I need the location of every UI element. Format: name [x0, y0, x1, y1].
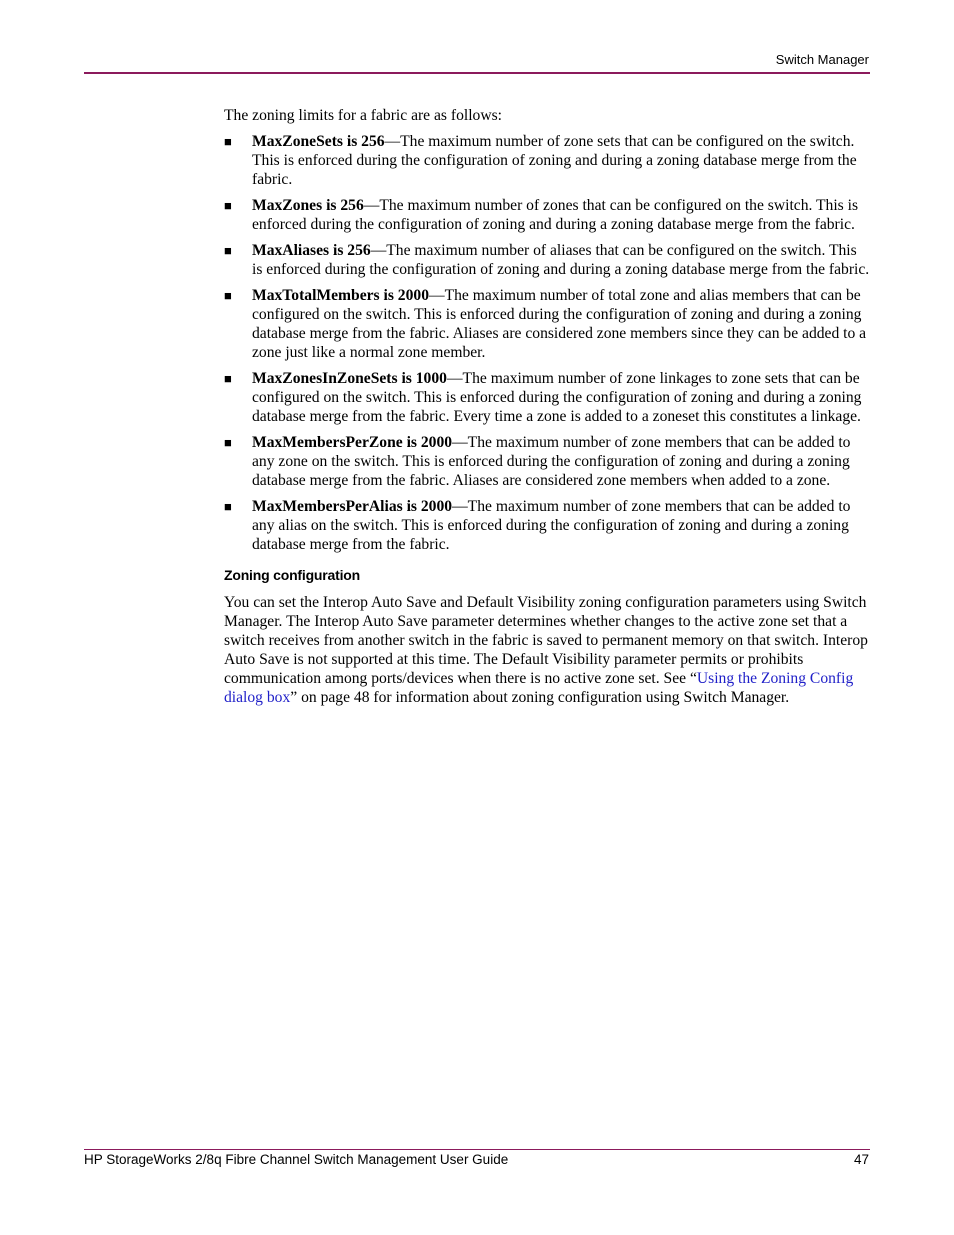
intro-paragraph: The zoning limits for a fabric are as follows:: [224, 107, 502, 124]
limit-term: MaxZoneSets is 256: [252, 133, 385, 150]
footer-rule: [84, 1149, 870, 1150]
square-bullet-icon: ■: [224, 499, 232, 514]
zoning-limits-list: [224, 132, 870, 554]
list-item: [224, 433, 870, 490]
list-item: [224, 241, 870, 279]
square-bullet-icon: ■: [224, 243, 232, 258]
limit-description: —The maximum number of zone linkages to zone sets that can be configured on the switch. This is enforced during the configuration of zoning and during a zoning database merge from the fabric. Every time a zone is added to a zoneset this constitutes a linkage.: [252, 370, 862, 425]
list-item: [224, 132, 870, 189]
square-bullet-icon: ■: [224, 371, 232, 386]
page-body: [224, 106, 870, 707]
limit-term: MaxTotalMembers is 2000: [252, 287, 429, 304]
running-header: Switch Manager: [775, 52, 869, 67]
square-bullet-icon: ■: [224, 435, 232, 450]
list-item: [224, 196, 870, 234]
limit-term: MaxMembersPerZone is 2000: [252, 434, 453, 451]
limit-description: —The maximum number of aliases that can be configured on the switch. This is enforced during the configuration of zoning and during a zoning database merge from the fabric.: [252, 242, 870, 278]
square-bullet-icon: ■: [224, 198, 232, 213]
header-rule: [84, 72, 870, 74]
limit-term: MaxZonesInZoneSets is 1000: [252, 370, 447, 387]
list-item: [224, 286, 870, 362]
limit-description: —The maximum number of zone members that can be added to any alias on the switch. This is enforced during the configuration of zoning and during a zoning database merge from the fabric.: [252, 498, 851, 553]
footer-document-title: HP StorageWorks 2/8q Fibre Channel Switch Management User Guide: [84, 1152, 509, 1167]
square-bullet-icon: ■: [224, 288, 232, 303]
zoning-config-dialog-link[interactable]: Using the Zoning Config dialog box: [224, 670, 854, 706]
limit-term: MaxAliases is 256: [252, 242, 371, 259]
limit-term: MaxMembersPerAlias is 2000: [252, 498, 453, 515]
list-item: [224, 497, 870, 554]
zoning-config-paragraph: [224, 593, 870, 707]
list-item: [224, 369, 870, 426]
limit-description: —The maximum number of zone members that can be added to any zone on the switch. This is enforced during the configuration of zoning and during a zoning database merge from the fabric. Aliases are considered zone members when added to a zone.: [252, 434, 851, 489]
limit-description: —The maximum number of zones that can be configured on the switch. This is enforced during the configuration of zoning and during a zoning database merge from the fabric.: [252, 197, 859, 233]
limit-description: —The maximum number of total zone and alias members that can be configured on the switch. This is enforced during the configuration of zoning and during a zoning database merge from the fabric. Aliases are considered zone members since they can be added to a zone just like a normal zone member.: [252, 287, 867, 361]
limit-description: —The maximum number of zone sets that can be configured on the switch. This is enforced during the configuration of zoning and during a zoning database merge from the fabric.: [252, 133, 857, 188]
square-bullet-icon: ■: [224, 134, 232, 149]
paragraph-text: ” on page 48 for information about zoning configuration using Switch Manager.: [290, 689, 790, 706]
page-number: 47: [853, 1152, 869, 1167]
paragraph-text: You can set the Interop Auto Save and Default Visibility zoning configuration parameters using Switch Manager. The Interop Auto Save parameter determines whether changes to the active zone set that a switch receives from another switch in the fabric is saved to permanent memory on that switch. Interop Auto Save is not supported at this time. The Default Visibility parameter permits or prohibits communication among ports/devices when there is no active zone set. See “: [224, 594, 868, 687]
section-heading: Zoning configuration: [224, 567, 360, 583]
limit-term: MaxZones is 256: [252, 197, 364, 214]
